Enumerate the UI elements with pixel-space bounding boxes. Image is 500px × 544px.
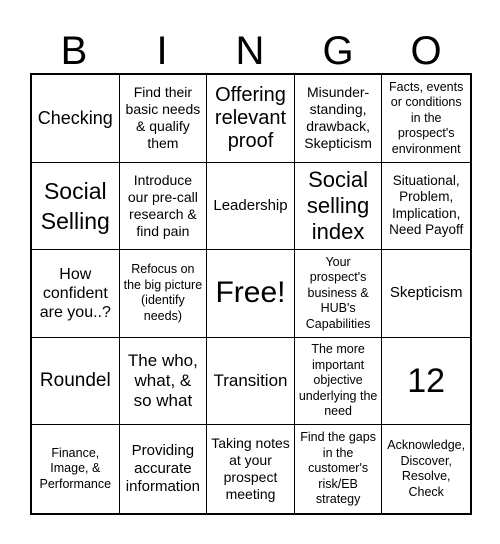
bingo-cell-r3-c2[interactable] bbox=[120, 250, 208, 338]
bingo-cell-text: The who, what, & so what bbox=[127, 351, 198, 411]
bingo-cell-r1-c3[interactable] bbox=[207, 75, 295, 163]
header-letter-b: B bbox=[60, 29, 88, 73]
header-letter-i: I bbox=[156, 29, 168, 73]
bingo-cell-r3-c3[interactable] bbox=[207, 250, 295, 338]
header-letter-n: N bbox=[235, 29, 265, 73]
bingo-cell-r3-c4[interactable] bbox=[295, 250, 383, 338]
bingo-cell-text: Your prospect's business & HUB's Capabilities bbox=[305, 254, 371, 331]
bingo-cell-text: Social Selling bbox=[40, 177, 110, 234]
bingo-cell-text: Refocus on the big picture (identify needs) bbox=[123, 262, 203, 323]
bingo-cell-r2-c4[interactable] bbox=[295, 163, 383, 251]
bingo-cell-r2-c5[interactable] bbox=[382, 163, 470, 251]
bingo-cell-r5-c2[interactable] bbox=[120, 425, 208, 513]
bingo-cell-r3-c5[interactable] bbox=[382, 250, 470, 338]
bingo-cell-text: Checking bbox=[37, 108, 113, 129]
bingo-cell-text: Introduce our pre-call research & find pain bbox=[127, 171, 198, 239]
bingo-cell-r5-c3[interactable] bbox=[207, 425, 295, 513]
bingo-cell-text: Taking notes at your prospect meeting bbox=[211, 435, 290, 503]
bingo-cell-text: Offering relevant proof bbox=[214, 83, 287, 152]
bingo-cell-text: Misunder-standing, drawback, Skepticism bbox=[304, 84, 372, 152]
bingo-cell-text: Leadership bbox=[213, 196, 288, 214]
bingo-cell-r4-c3[interactable] bbox=[207, 338, 295, 426]
bingo-cell-text: Facts, events or conditions in the prospect's environment bbox=[389, 79, 464, 156]
bingo-card-grid bbox=[30, 73, 472, 515]
bingo-cell-text: Social selling index bbox=[306, 166, 370, 244]
bingo-cell-text: Skepticism bbox=[389, 284, 463, 302]
bingo-cell-r2-c2[interactable] bbox=[120, 163, 208, 251]
bingo-cell-text: Find their basic needs & qualify them bbox=[125, 84, 201, 152]
bingo-cell-text: Transition bbox=[213, 371, 288, 391]
bingo-cell-text: How confident are you..? bbox=[39, 265, 111, 321]
bingo-cell-r3-c1[interactable] bbox=[32, 250, 120, 338]
bingo-cell-r4-c1[interactable] bbox=[32, 338, 120, 426]
bingo-cell-r1-c1[interactable] bbox=[32, 75, 120, 163]
bingo-cell-text: The more important objective underlying the need bbox=[298, 342, 378, 419]
bingo-cell-r4-c5[interactable] bbox=[382, 338, 470, 426]
bingo-cell-r1-c4[interactable] bbox=[295, 75, 383, 163]
bingo-cell-r5-c4[interactable] bbox=[295, 425, 383, 513]
bingo-cell-text: Providing accurate information bbox=[125, 442, 200, 496]
bingo-cell-text: Acknowledge, Discover, Resolve, Check bbox=[387, 438, 466, 499]
header-letter-o: O bbox=[410, 29, 442, 73]
bingo-cell-text: Situational, Problem, Implication, Need Payoff bbox=[389, 172, 464, 238]
bingo-cell-r5-c1[interactable] bbox=[32, 425, 120, 513]
bingo-cell-r1-c5[interactable] bbox=[382, 75, 470, 163]
bingo-cell-text: Free! bbox=[215, 276, 286, 310]
bingo-cell-text: 12 bbox=[407, 362, 446, 401]
bingo-header bbox=[30, 28, 470, 74]
bingo-cell-r5-c5[interactable] bbox=[382, 425, 470, 513]
header-letter-g: G bbox=[322, 29, 354, 73]
bingo-cell-text: Roundel bbox=[39, 370, 111, 392]
bingo-cell-text: Find the gaps in the customer's risk/EB strategy bbox=[300, 430, 376, 507]
bingo-cell-r4-c4[interactable] bbox=[295, 338, 383, 426]
bingo-cell-r2-c1[interactable] bbox=[32, 163, 120, 251]
bingo-cell-r2-c3[interactable] bbox=[207, 163, 295, 251]
bingo-cell-text: Finance, Image, & Performance bbox=[39, 445, 112, 491]
bingo-cell-r4-c2[interactable] bbox=[120, 338, 208, 426]
bingo-cell-r1-c2[interactable] bbox=[120, 75, 208, 163]
